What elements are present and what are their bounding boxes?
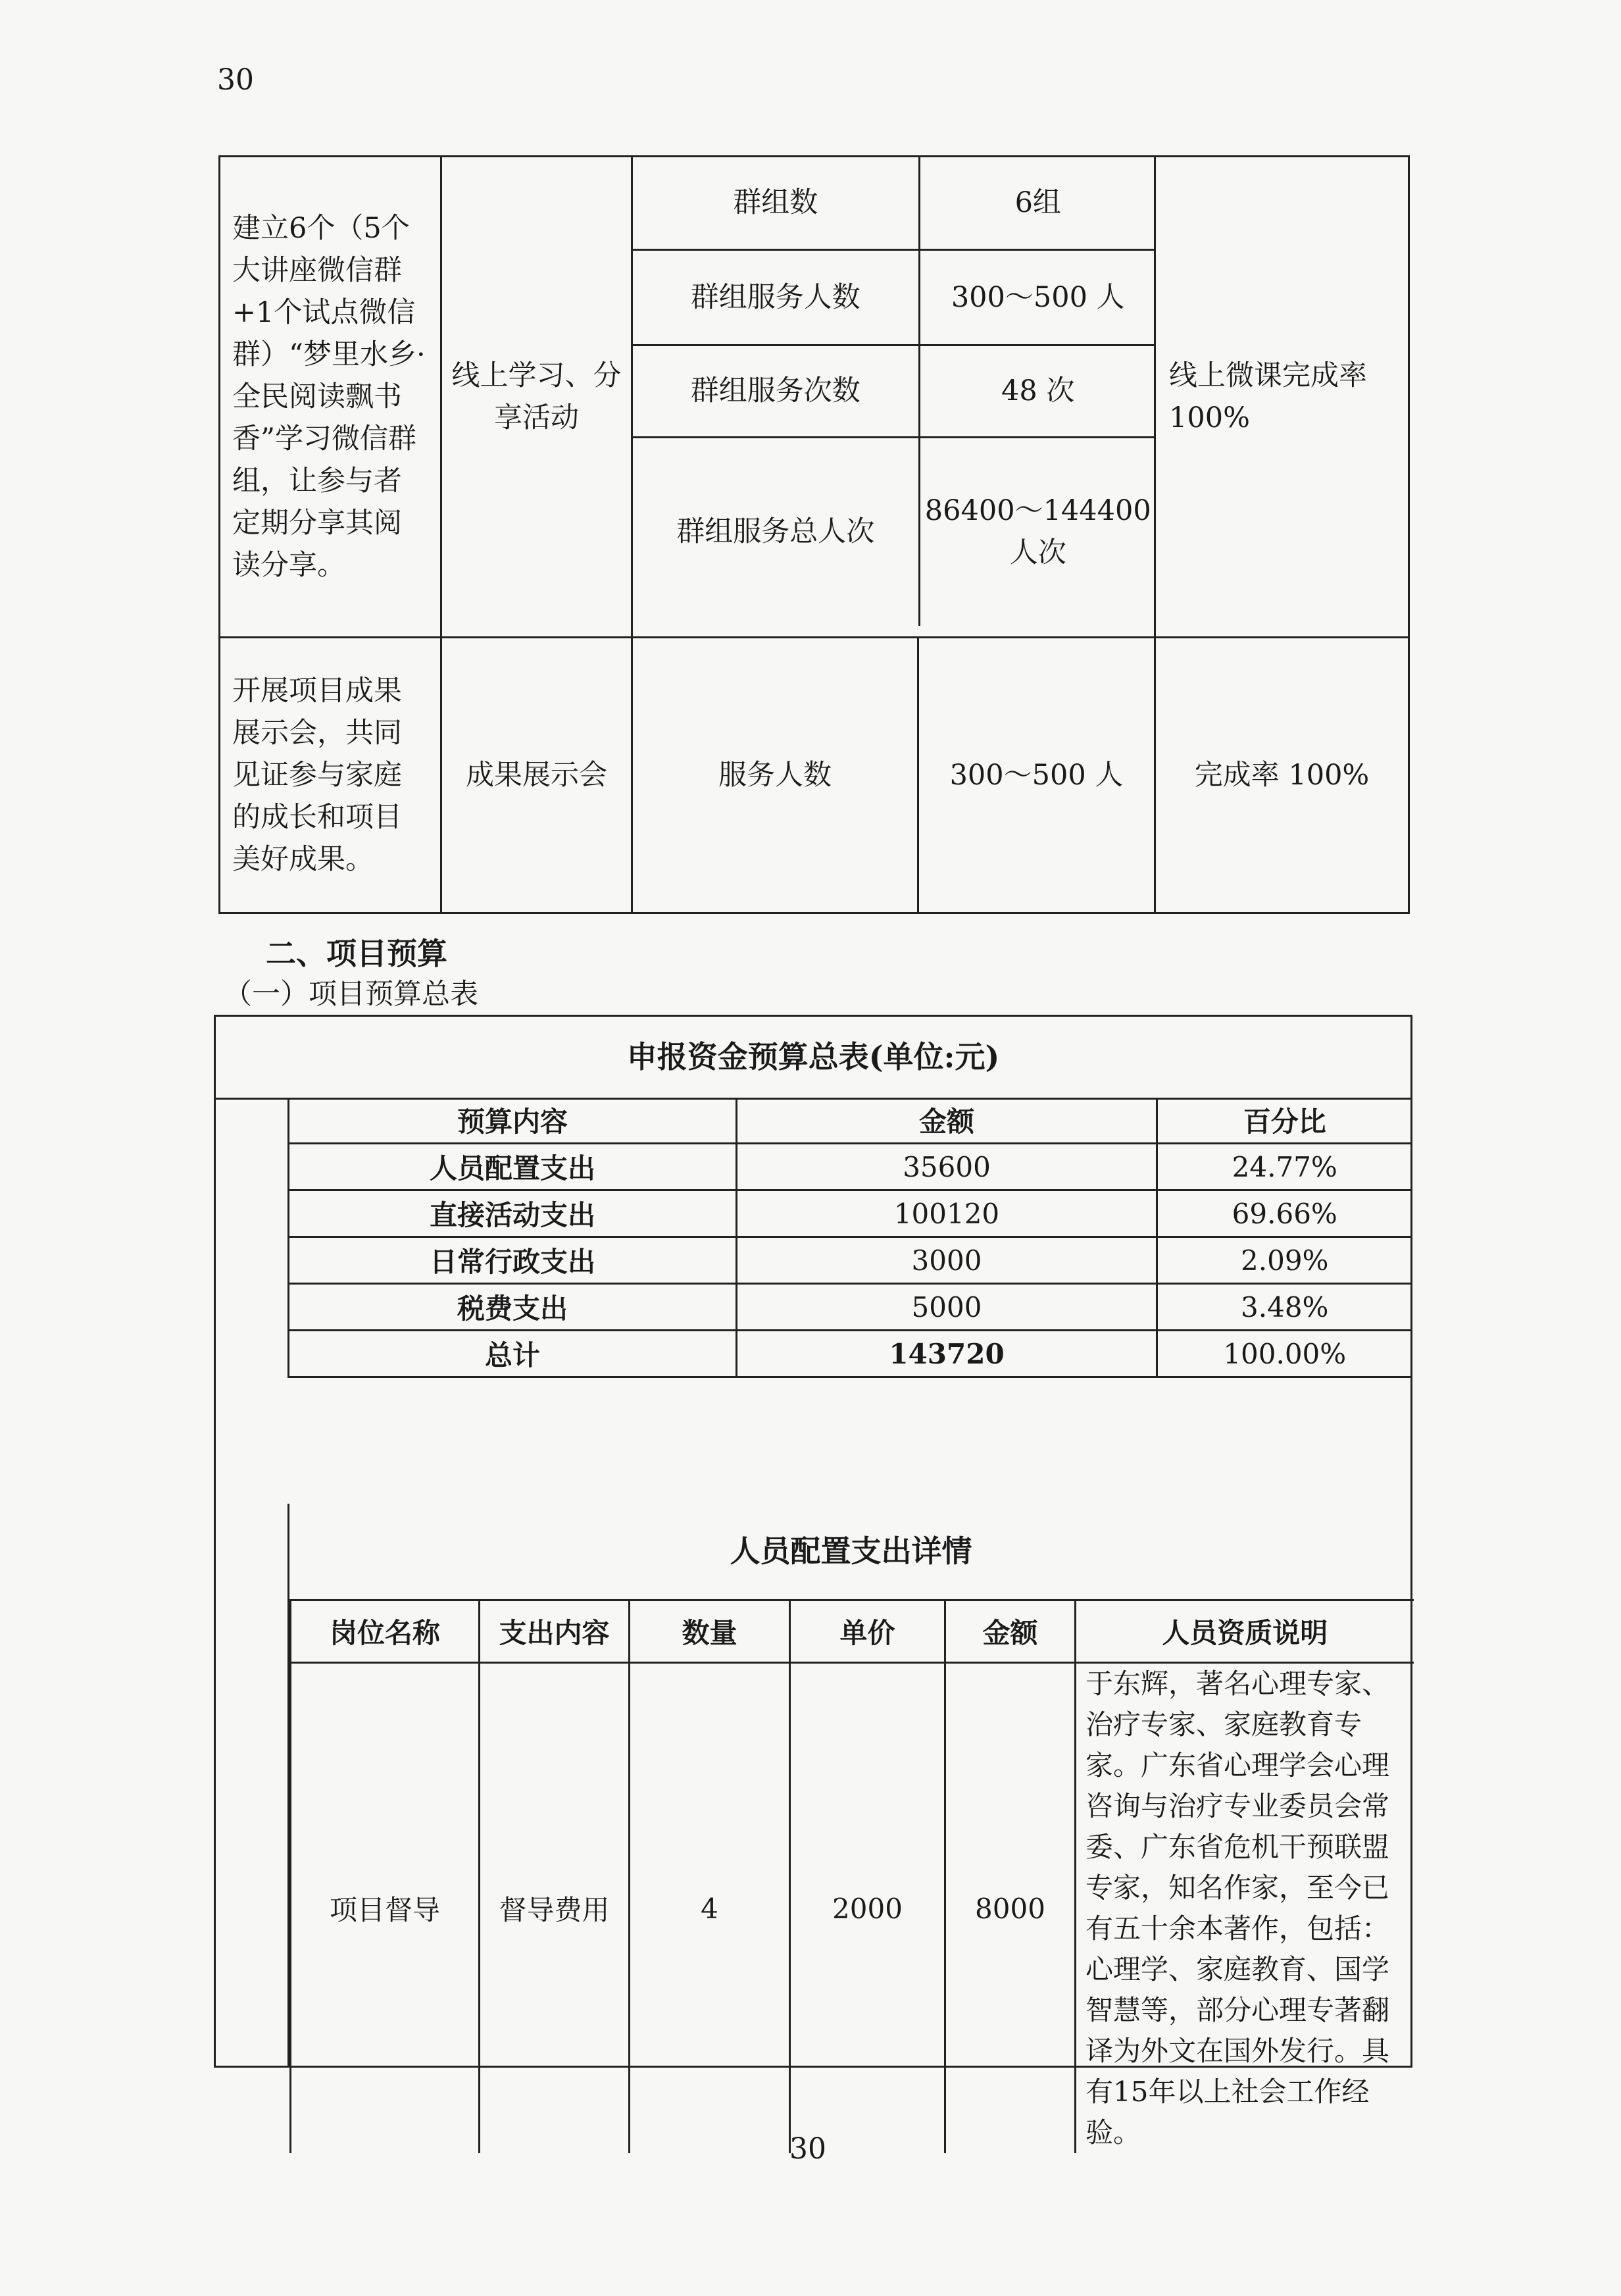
indicator-row <box>633 345 1156 437</box>
online-rate: 线上微课完成率100% <box>1155 157 1409 638</box>
budget-box <box>214 1015 1412 2149</box>
page-number-top: 30 <box>217 63 254 97</box>
staff-quantity: 4 <box>630 1663 790 2154</box>
showcase-indicator: 服务人数 <box>632 638 918 913</box>
indicator-name: 群组服务总人次 <box>633 437 919 626</box>
indicator-value: 86400～144400人次 <box>919 437 1156 626</box>
outcome-table <box>218 155 1410 914</box>
budget-summary-table <box>287 1098 1412 1378</box>
showcase-rate: 完成率 100% <box>1155 638 1409 913</box>
indicator-value: 48 次 <box>919 345 1156 437</box>
budget-percent: 69.66% <box>1157 1190 1412 1237</box>
staff-detail-title: 人员配置支出详情 <box>730 1533 972 1569</box>
page-number-bottom: 30 <box>789 2132 826 2166</box>
table-row <box>289 1284 1412 1331</box>
table-row <box>289 1144 1412 1190</box>
indicator-name: 群组服务人数 <box>633 249 919 345</box>
indicator-name: 群组服务次数 <box>633 345 919 437</box>
showcase-activity: 成果展示会 <box>441 638 632 913</box>
table-header-row <box>289 1098 1412 1144</box>
budget-percent: 2.09% <box>1157 1237 1412 1284</box>
budget-amount: 3000 <box>737 1237 1157 1284</box>
header-expense: 支出内容 <box>480 1600 630 1663</box>
budget-amount: 5000 <box>737 1284 1157 1331</box>
online-description: 建立6个（5个大讲座微信群+1个试点微信群）“梦里水乡·全民阅读飘书香”学习微信群组，让参与者定期分享其阅读分享。 <box>220 157 441 638</box>
budget-total-label: 总计 <box>289 1331 737 1377</box>
budget-percent: 24.77% <box>1157 1144 1412 1190</box>
indicator-value: 300～500 人 <box>919 249 1156 345</box>
header-qualification: 人员资质说明 <box>1076 1600 1414 1663</box>
header-budget-item: 预算内容 <box>289 1098 737 1144</box>
staff-qualification: 于东辉，著名心理专家、治疗专家、家庭教育专家。广东省心理学会心理咨询与治疗专业委员会常委、广东省危机干预联盟专家，知名作家，至今已有五十余本著作，包括：心理学、家庭教育、国学智慧等，部分心理专著翻译为外文在国外发行。具有15年以上社会工作经验。 <box>1076 1663 1414 2154</box>
table-row <box>220 157 1409 638</box>
indicator-row <box>633 437 1156 626</box>
staff-amount: 8000 <box>945 1663 1076 2154</box>
budget-item: 税费支出 <box>289 1284 737 1331</box>
table-header-row <box>291 1600 1414 1663</box>
header-position: 岗位名称 <box>291 1600 480 1663</box>
table-row <box>291 1663 1414 2154</box>
budget-total-amount: 143720 <box>737 1331 1157 1377</box>
indicator-row <box>633 157 1156 249</box>
staff-detail-table <box>289 1599 1414 2153</box>
staff-expense: 督导费用 <box>480 1663 630 2154</box>
budget-item: 人员配置支出 <box>289 1144 737 1190</box>
showcase-value: 300～500 人 <box>918 638 1155 913</box>
section-title: 二、项目预算 <box>266 936 447 971</box>
indicator-row <box>633 249 1156 345</box>
online-indicators <box>632 157 1155 638</box>
budget-summary-title: 申报资金预算总表(单位:元) <box>216 1017 1410 1100</box>
staff-position: 项目督导 <box>291 1663 480 2154</box>
budget-total-percent: 100.00% <box>1157 1331 1412 1377</box>
indicator-value: 6组 <box>919 157 1156 249</box>
header-amount: 金额 <box>945 1600 1076 1663</box>
budget-item: 直接活动支出 <box>289 1190 737 1237</box>
showcase-description: 开展项目成果展示会，共同见证参与家庭的成长和项目美好成果。 <box>220 638 441 913</box>
header-quantity: 数量 <box>630 1600 790 1663</box>
budget-amount: 35600 <box>737 1144 1157 1190</box>
indicator-name: 群组数 <box>633 157 919 249</box>
section-subtitle: （一）项目预算总表 <box>224 978 478 1011</box>
budget-percent: 3.48% <box>1157 1284 1412 1331</box>
table-row <box>289 1237 1412 1284</box>
header-amount: 金额 <box>737 1098 1157 1144</box>
header-unit-price: 单价 <box>790 1600 945 1663</box>
online-activity: 线上学习、分享活动 <box>441 157 632 638</box>
table-row <box>220 638 1409 913</box>
budget-amount: 100120 <box>737 1190 1157 1237</box>
table-row <box>289 1190 1412 1237</box>
budget-item: 日常行政支出 <box>289 1237 737 1284</box>
staff-unit-price: 2000 <box>790 1663 945 2154</box>
header-percent: 百分比 <box>1157 1098 1412 1144</box>
table-total-row <box>289 1331 1412 1377</box>
